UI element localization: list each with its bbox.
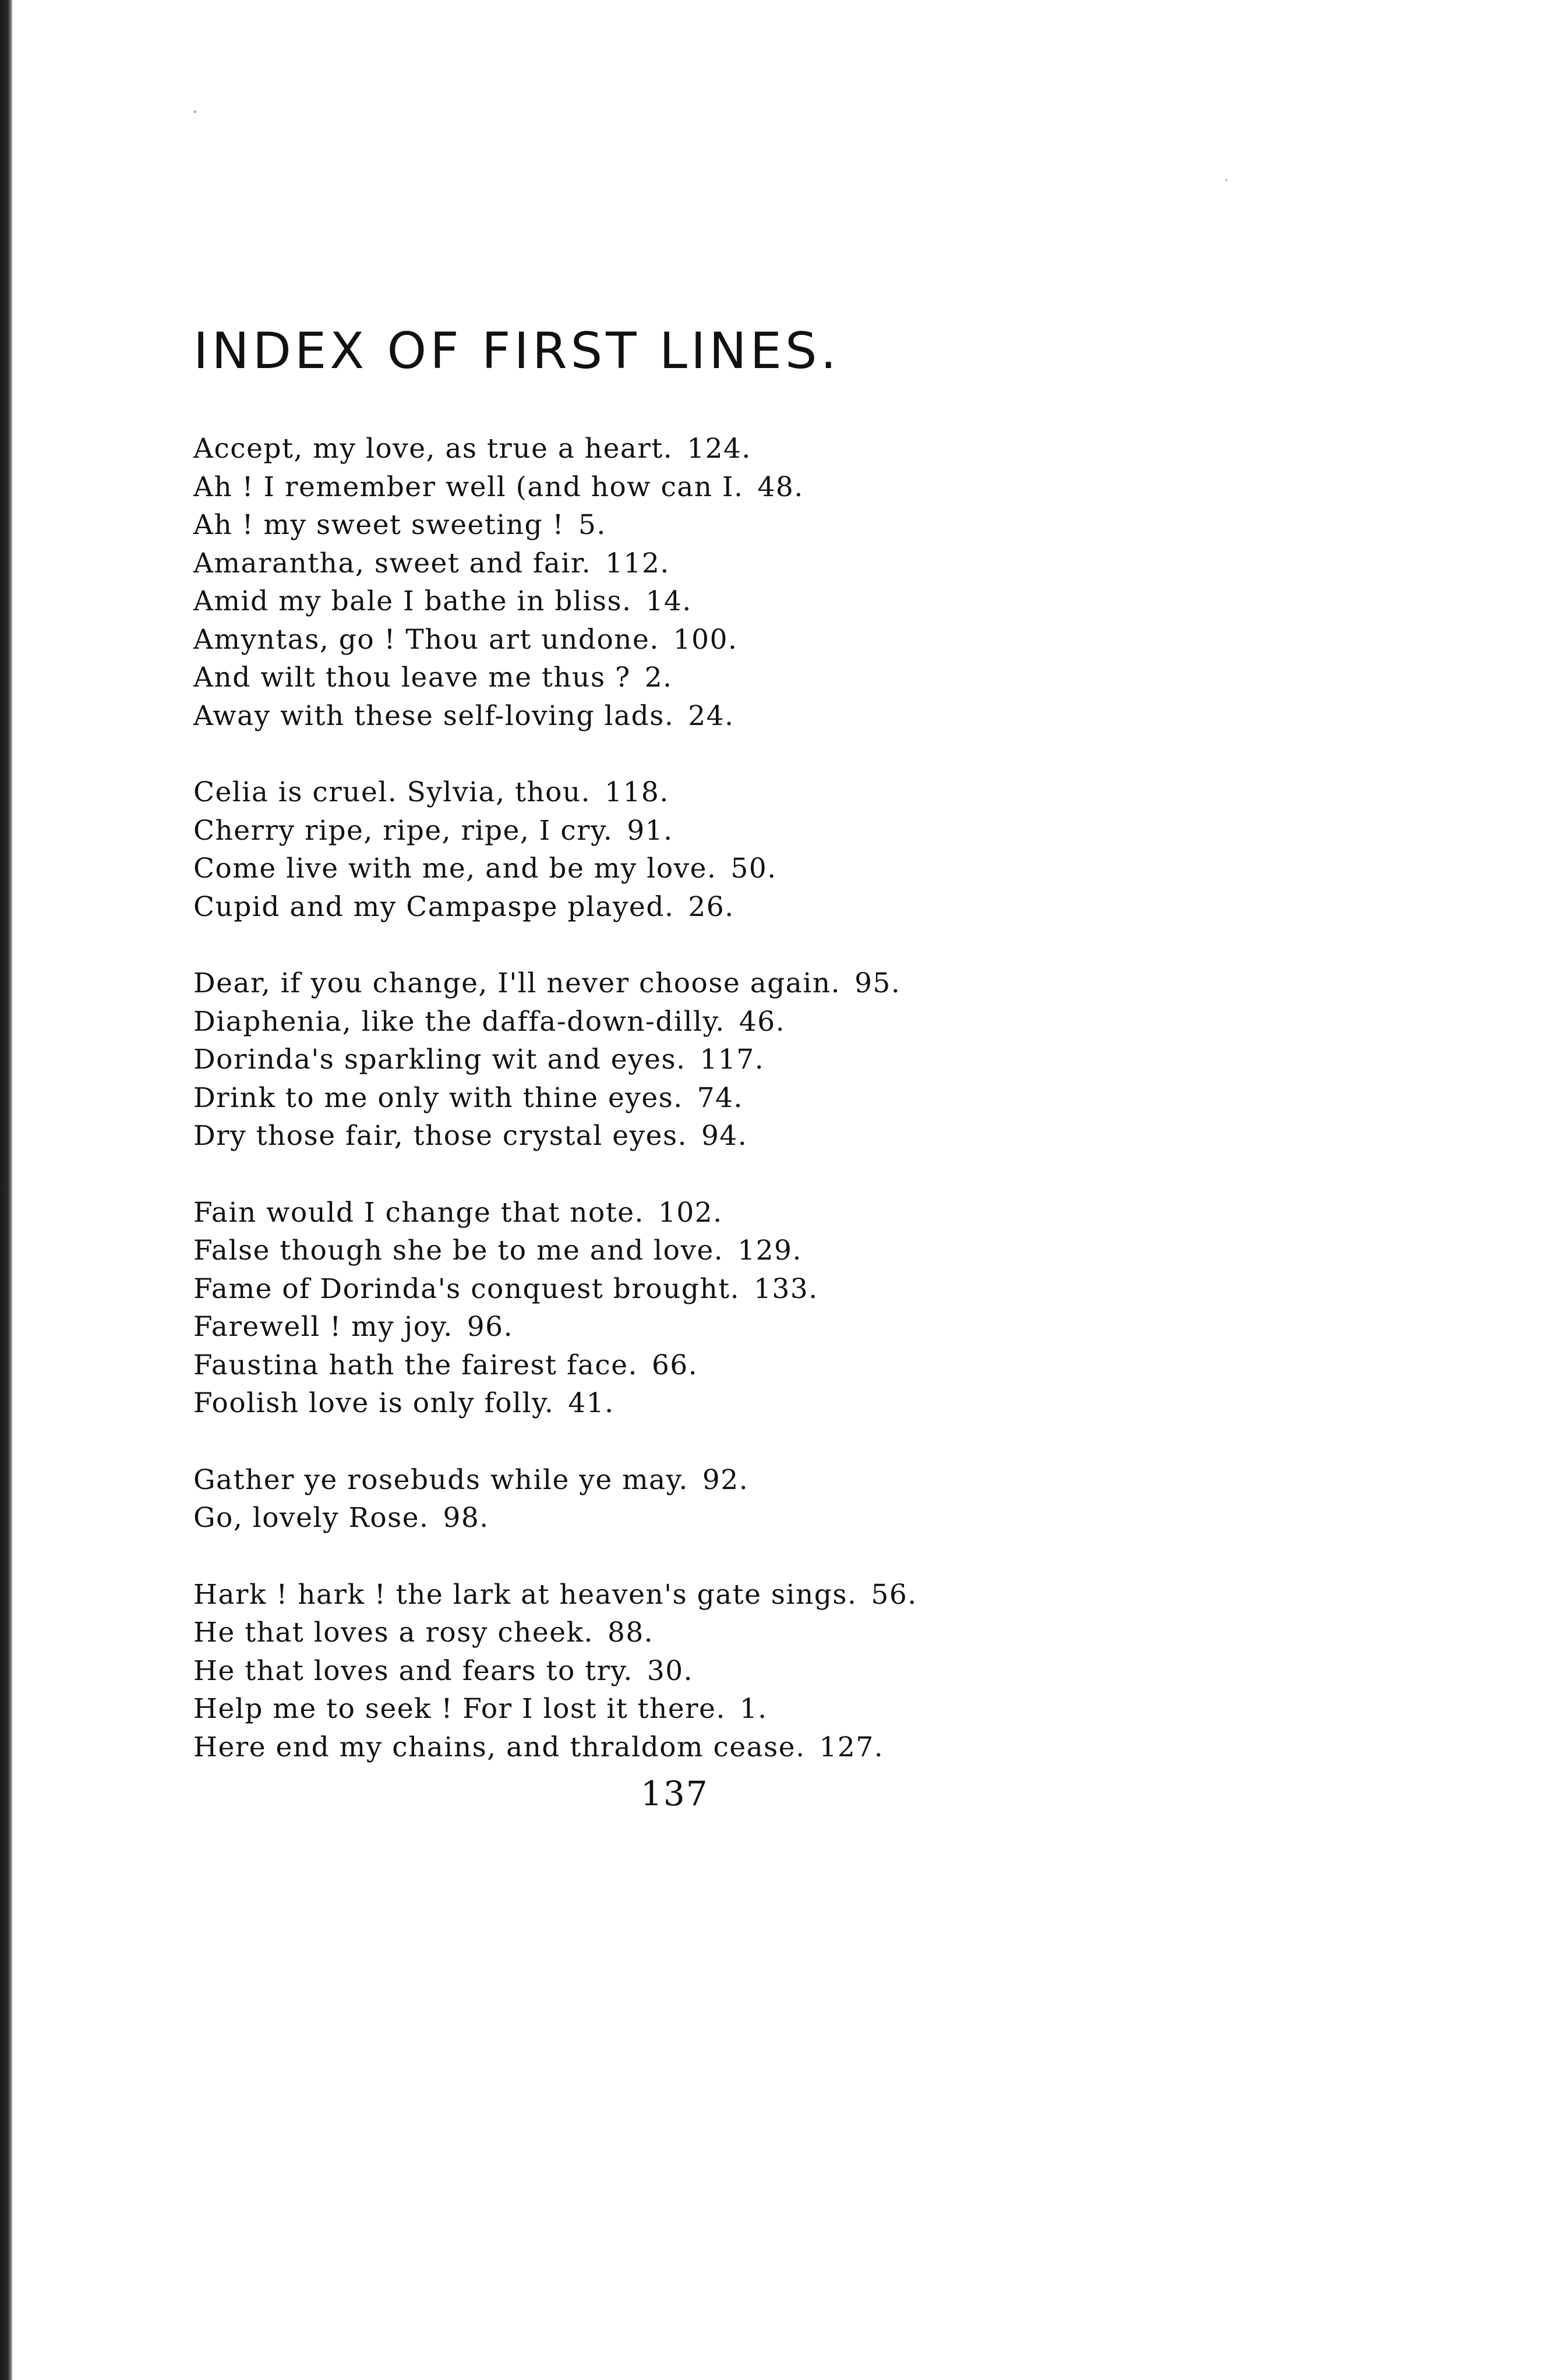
page-number: 137 [641,1774,709,1813]
index-entry [193,659,1300,697]
page-ref: 127. [819,1731,884,1763]
index-entry [193,1690,1300,1728]
page-ref: 5. [578,509,606,541]
page-ref: 124. [687,433,751,465]
page-ref: 91. [627,814,673,847]
first-line-text: He that loves and fears to try. [193,1654,633,1687]
first-line-text: And wilt thou leave me thus ? [193,662,631,694]
first-line-text: Ah ! my sweet sweeting ! [193,509,564,541]
index-entry [193,1652,1300,1691]
page-ref: 118. [605,776,669,808]
page-ref: 100. [673,623,738,656]
index-group-f [193,1194,1300,1423]
index-entry [193,582,1300,621]
first-line-text: Come live with me, and be my love. [193,853,717,885]
index-entry [193,430,1300,468]
index-entry [193,1728,1300,1767]
index-entry [193,964,1300,1003]
first-line-text: Accept, my love, as true a heart. [193,433,673,465]
index-group-a [193,430,1300,735]
page-ref: 30. [647,1654,694,1687]
index-entry [193,773,1300,812]
first-line-text: Drink to me only with thine eyes. [193,1081,683,1114]
page-ref: 48. [757,471,804,503]
page-ref: 14. [645,585,692,617]
page-ref: 1. [739,1693,768,1725]
first-line-text: Fain would I change that note. [193,1196,644,1229]
first-line-text: Amyntas, go ! Thou art undone. [193,623,659,656]
page-ref: 74. [697,1081,743,1114]
scan-speck [194,111,196,113]
first-line-text: Dry those fair, those crystal eyes. [193,1120,688,1152]
index-entry [193,888,1300,926]
first-line-text: Ah ! I remember well (and how can I. [193,471,744,503]
page-ref: 95. [854,967,901,999]
index-entry [193,621,1300,659]
first-line-text: Celia is cruel. Sylvia, thou. [193,776,591,808]
page-title: INDEX OF FIRST LINES. [193,322,840,380]
page-ref: 41. [568,1387,614,1419]
first-line-text: Cherry ripe, ripe, ripe, I cry. [193,814,613,847]
first-line-text: Amarantha, sweet and fair. [193,547,592,579]
first-line-text: Here end my chains, and thraldom cease. [193,1731,806,1763]
first-line-text: Fame of Dorinda's conquest brought. [193,1272,740,1305]
index-entry [193,1346,1300,1385]
first-line-text: Foolish love is only folly. [193,1387,554,1419]
first-line-text: He that loves a rosy cheek. [193,1617,594,1649]
first-line-text: Go, lovely Rose. [193,1502,429,1534]
page-ref: 112. [605,547,670,579]
index-entry [193,468,1300,507]
page-ref: 102. [658,1196,723,1229]
index-entry [193,1232,1300,1270]
index-entry [193,850,1300,888]
index-group-h [193,1576,1300,1767]
page-ref: 129. [737,1235,802,1267]
first-line-text: Farewell ! my joy. [193,1311,453,1343]
first-line-text: Gather ye rosebuds while ye may. [193,1463,688,1496]
index-entry [193,506,1300,544]
index-entry [193,1041,1300,1079]
page-ref: 2. [644,662,673,694]
index-entry [193,1576,1300,1614]
first-line-text: Help me to seek ! For I lost it there. [193,1693,726,1725]
index-group-c [193,773,1300,926]
page-ref: 92. [702,1463,749,1496]
first-line-text: Hark ! hark ! the lark at heaven's gate sings. [193,1578,857,1611]
index-entry [193,1270,1300,1309]
page-ref: 66. [651,1349,698,1381]
first-line-text: Away with these self-loving lads. [193,699,674,732]
page-ref: 26. [688,890,734,923]
index-group-d [193,964,1300,1155]
index-entry [193,1194,1300,1232]
page-ref: 117. [700,1044,765,1076]
page-ref: 96. [467,1311,514,1343]
first-line-text: Dorinda's sparkling wit and eyes. [193,1044,686,1076]
index-list [193,430,1300,1766]
first-line-text: Dear, if you change, I'll never choose again. [193,967,841,999]
page-content [193,322,1300,1805]
index-entry [193,1614,1300,1652]
page-ref: 46. [739,1005,786,1038]
page-ref: 94. [701,1120,748,1152]
index-entry [193,1384,1300,1423]
index-entry [193,1308,1300,1346]
page-ref: 50. [730,853,777,885]
first-line-text: Faustina hath the fairest face. [193,1349,638,1381]
index-entry [193,697,1300,735]
index-entry [193,544,1300,583]
first-line-text: Amid my bale I bathe in bliss. [193,585,632,617]
index-group-g [193,1461,1300,1537]
scan-speck [1225,179,1227,181]
page-ref: 88. [607,1617,654,1649]
index-entry [193,812,1300,850]
index-entry [193,1117,1300,1155]
page-ref: 56. [871,1578,917,1611]
first-line-text: Cupid and my Campaspe played. [193,890,674,923]
first-line-text: Diaphenia, like the daffa-down-dilly. [193,1005,725,1038]
page-ref: 24. [688,699,734,732]
book-spine-edge [0,0,13,2380]
index-entry [193,1003,1300,1041]
index-entry [193,1499,1300,1537]
page-ref: 98. [443,1502,489,1534]
index-entry [193,1461,1300,1500]
index-entry [193,1079,1300,1117]
first-line-text: False though she be to me and love. [193,1235,724,1267]
page-ref: 133. [754,1272,818,1305]
